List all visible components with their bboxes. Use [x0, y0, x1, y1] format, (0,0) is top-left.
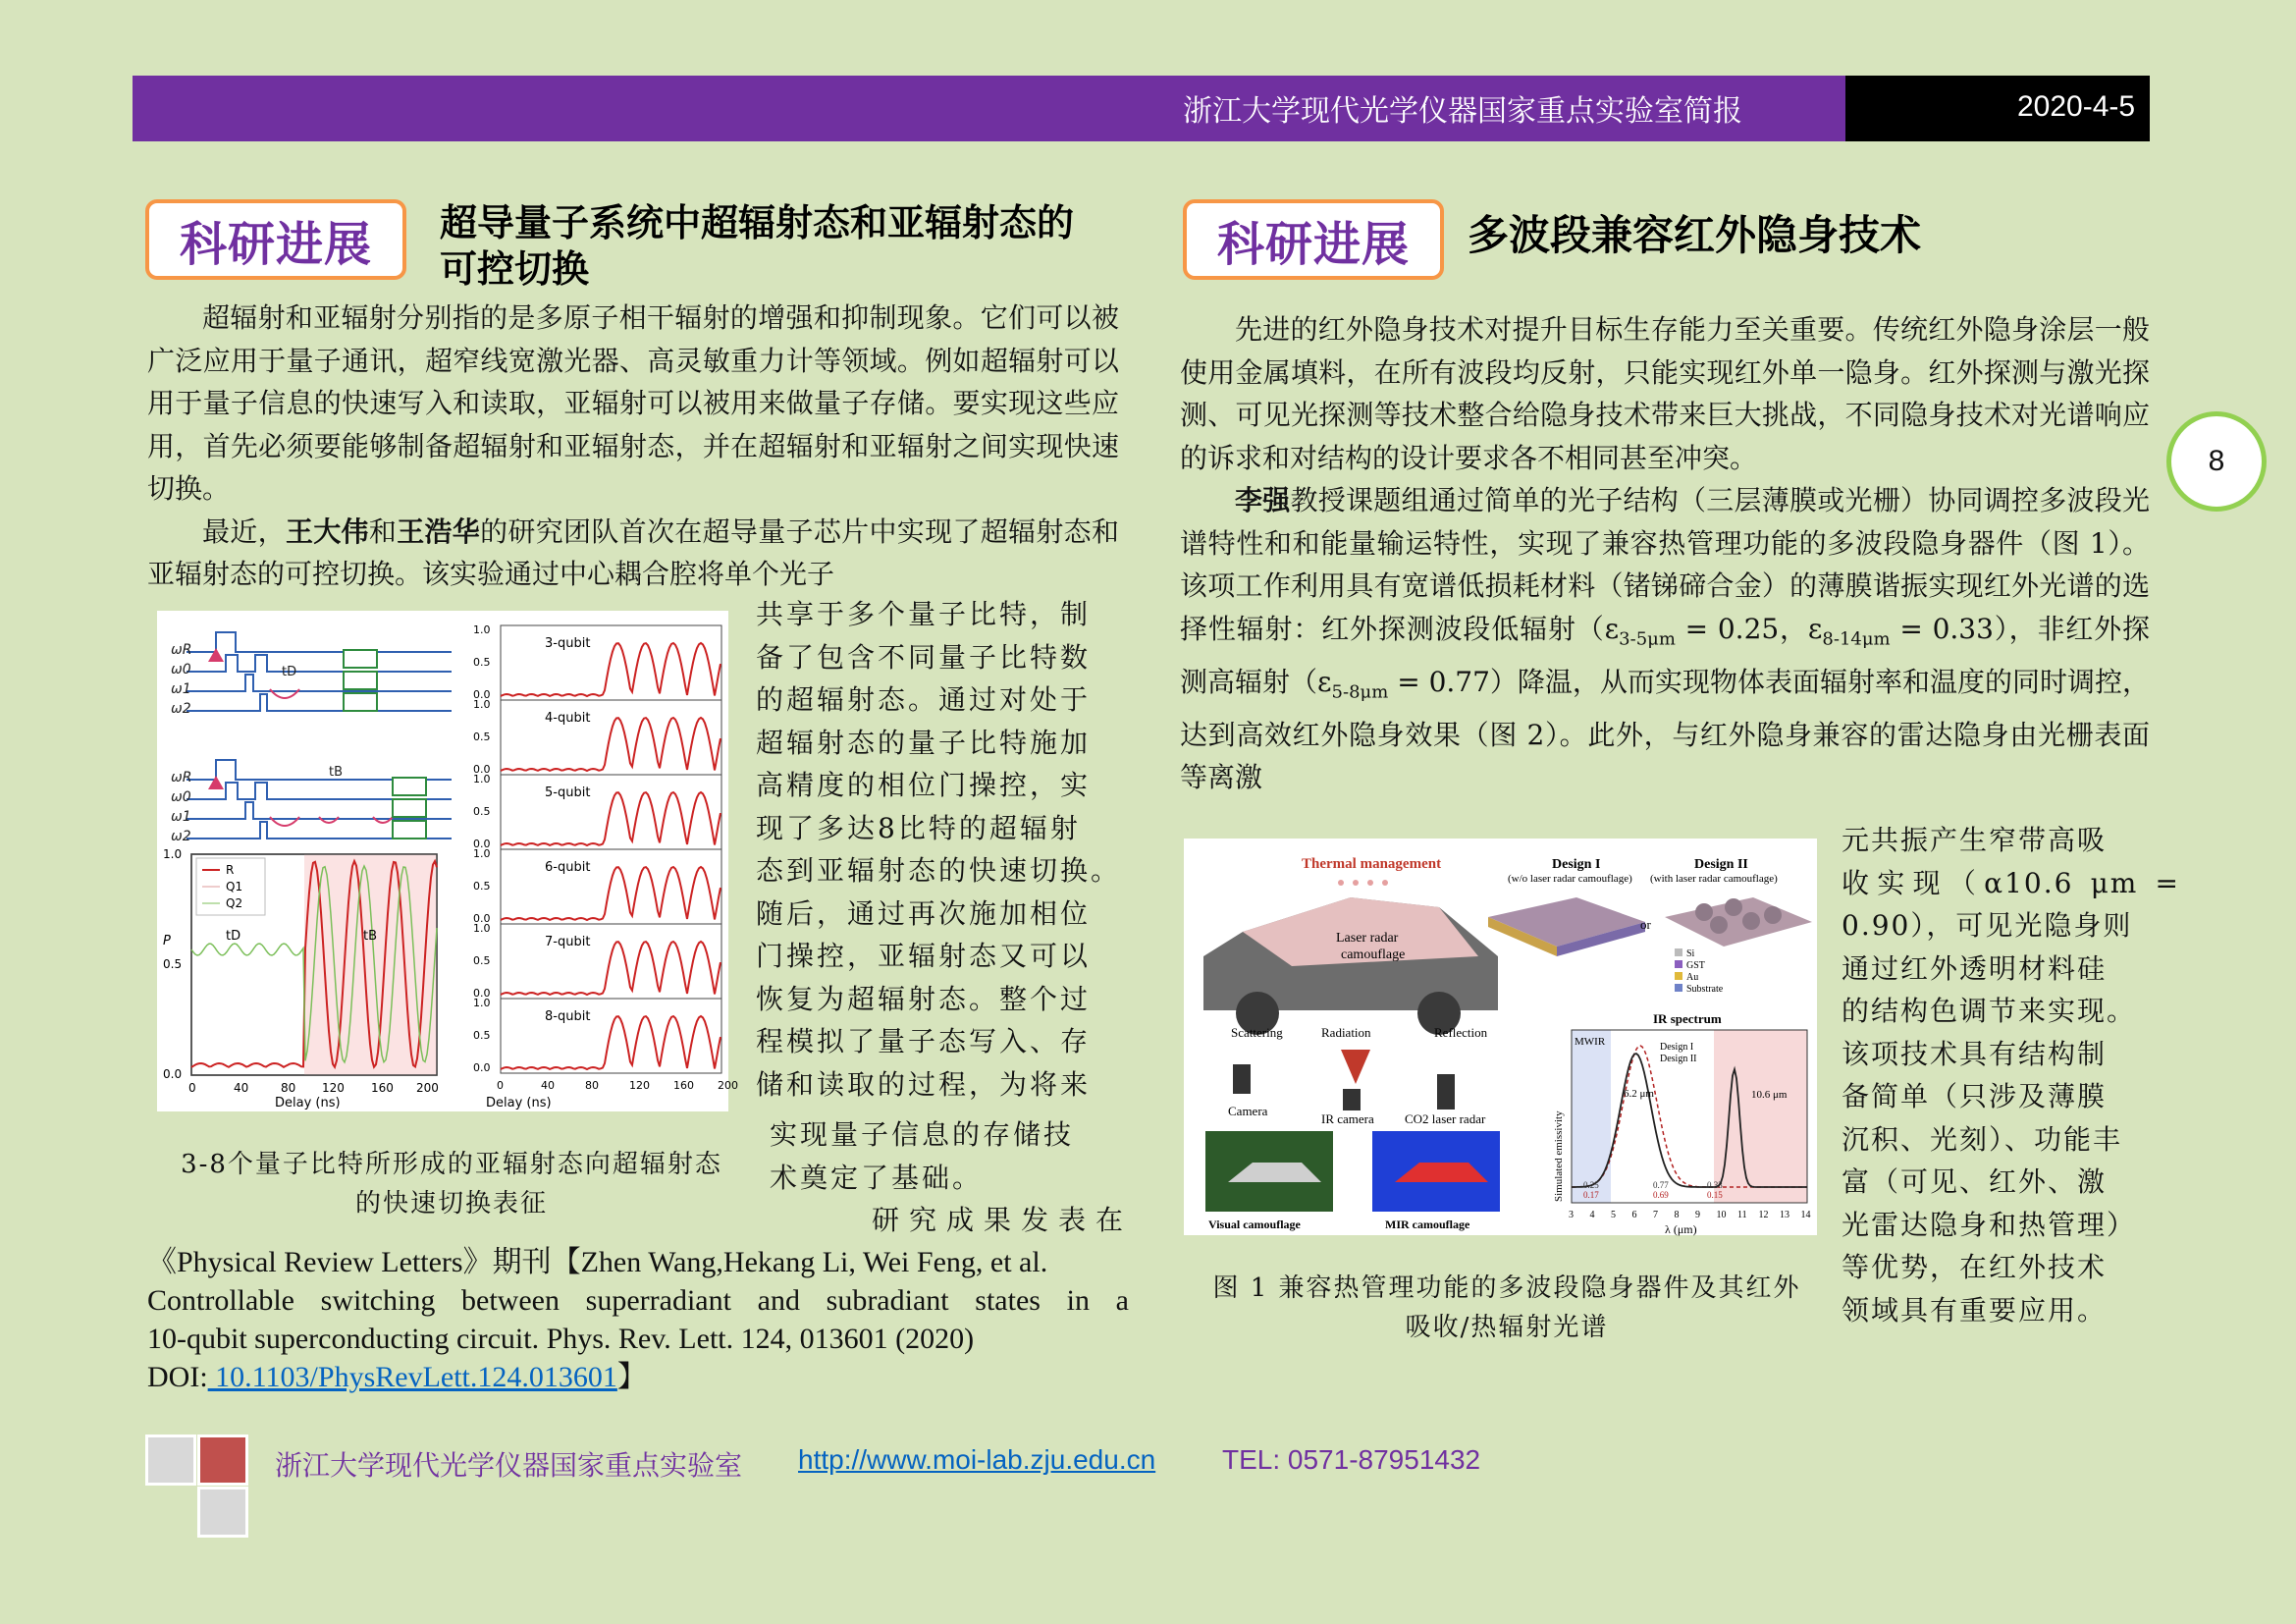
panel-label: 6-qubit [545, 860, 591, 875]
ref-line: Controllable switching between superradiant and subradiant states in a [147, 1284, 1129, 1317]
text-line: 超辐射态的量子比特施加 [756, 726, 1092, 759]
footer-tel: TEL: 0571-87951432 [1222, 1444, 1481, 1475]
paragraph [147, 511, 1119, 596]
y-tick: 1.0 [473, 773, 491, 785]
layer-label: Substrate [1686, 984, 1724, 995]
x-tick: 160 [371, 1081, 394, 1095]
text-line: 程模拟了量子态写入、存 [756, 1025, 1092, 1057]
badge-label: 科研进展 [179, 216, 372, 272]
fig-label: Visual camouflage [1208, 1218, 1301, 1231]
fig-label: Reflection [1434, 1025, 1488, 1040]
x-tick: 40 [541, 1079, 555, 1092]
right-article-body [1180, 308, 2150, 799]
pulse-label: ω2 [171, 701, 191, 717]
left-article-body [147, 297, 1119, 596]
layer-label: Si [1686, 948, 1695, 959]
text-line: 0.90），可见光隐身则 [1842, 909, 2133, 942]
y-tick: 0.5 [473, 954, 491, 967]
value-label: 0.69 [1653, 1190, 1669, 1200]
value-label: 0.33 [1707, 1180, 1723, 1190]
fig-label: Camera [1228, 1104, 1268, 1118]
y-tick: 0.0 [473, 763, 491, 776]
stealth-figure [1184, 839, 1817, 1235]
value-label: 0.15 [1707, 1190, 1723, 1200]
panel-label: 7-qubit [545, 935, 591, 949]
fig-label: (with laser radar camouflage) [1650, 873, 1778, 885]
pulse-label: ω1 [171, 681, 191, 697]
text-line: 共享于多个量子比特，制 [756, 598, 1092, 630]
text-line: 收实现（α10.6 μm = [1842, 866, 2180, 899]
doi-link[interactable]: 10.1103/PhysRevLett.124.013601 [207, 1361, 617, 1393]
text: 教授课题组通过简单的光子结构（三层薄膜或光栅）协同调控多波段光谱特性和和能量输运特性，实现了兼容热管理功能的多波段隐身器件（图 1）。该项工作利用具有宽谱低损耗材料（锗锑碲合金）的薄膜谐振实现红外光谱的选择性辐射：红外探测波段低辐射（ε [1180, 484, 2150, 645]
x-tick: 160 [673, 1079, 694, 1092]
footer-square [145, 1435, 196, 1486]
x-tick: 0 [188, 1081, 196, 1095]
subscript: 5-8μm [1331, 681, 1389, 703]
qubit-figure-svg [157, 611, 738, 1111]
text-line: 光雷达隐身和热管理） [1842, 1208, 2137, 1241]
text: = 0.77）降温，从而实现物体表面辐射率和温度的同时调控，达到高效红外隐身效果（图 2）。此外，与红外隐身兼容的雷达隐身由光栅表面等离激 [1180, 665, 2150, 794]
author-name: 王浩华 [397, 514, 481, 548]
x-axis-label: Delay (ns) [486, 1096, 552, 1110]
ir-spectrum-plot [1553, 1011, 1811, 1236]
text-line: 该项技术具有结构制 [1842, 1037, 2108, 1070]
article-title-right: 多波段兼容红外隐身技术 [1468, 211, 1922, 259]
value-label: 0.77 [1653, 1180, 1669, 1190]
x-tick: 4 [1589, 1210, 1595, 1220]
y-tick: 0.0 [473, 838, 491, 850]
y-axis-label: Simulated emissivity [1553, 1110, 1565, 1202]
footer-square [197, 1435, 248, 1486]
x-tick: 11 [1737, 1210, 1747, 1220]
pulse-label: ω0 [171, 789, 191, 805]
y-tick: 1.0 [163, 847, 183, 861]
peak-label: 6.2 μm [1624, 1088, 1654, 1100]
text-line: 的结构色调节来实现。 [1842, 995, 2137, 1027]
caption-line: 3-8个量子比特所形成的亚辐射态向超辐射态 [181, 1150, 722, 1179]
qubit-panels [473, 623, 738, 1092]
fig-label: Thermal management [1302, 856, 1442, 872]
tD-label: tD [282, 665, 297, 679]
title-line: 超导量子系统中超辐射态和亚辐射态的 [440, 201, 1075, 244]
fig-label: Laser radar [1336, 931, 1399, 946]
x-tick: 8 [1674, 1210, 1680, 1220]
y-tick: 0.5 [473, 1029, 491, 1042]
text-line: 的超辐射态。通过对处于 [756, 683, 1092, 716]
subscript: 3-5μm [1619, 628, 1676, 650]
x-tick: 14 [1800, 1210, 1811, 1220]
x-tick: 200 [416, 1081, 439, 1095]
plot-title: IR spectrum [1653, 1011, 1722, 1026]
x-axis-label: Delay (ns) [275, 1096, 341, 1110]
y-tick: 0.5 [473, 805, 491, 818]
y-tick: 0.0 [473, 1061, 491, 1074]
x-tick: 0 [497, 1079, 504, 1092]
x-tick: 200 [718, 1079, 738, 1092]
x-tick: 40 [234, 1081, 249, 1095]
right-figure-caption [1188, 1269, 1826, 1347]
text-line: 沉积、光刻）、功能丰 [1842, 1122, 2123, 1156]
x-tick: 13 [1780, 1210, 1789, 1220]
x-tick: 7 [1653, 1210, 1658, 1220]
right-side-text [1842, 819, 2180, 1331]
left-figure-caption [157, 1145, 746, 1223]
left-plot [163, 847, 439, 1110]
text-line: 等优势，在红外技术 [1842, 1251, 2108, 1283]
text-line: 恢复为超辐射态。整个过 [756, 982, 1092, 1015]
section-badge-right [1183, 199, 1444, 280]
caption-line: 图 1 兼容热管理功能的多波段隐身器件及其红外 [1212, 1273, 1801, 1303]
pulse-label: ω1 [171, 809, 191, 825]
fig-label: CO2 laser radar [1405, 1111, 1486, 1126]
text: = 0.33），非红外探测高辐射（ε [1180, 612, 2150, 698]
x-tick: 80 [585, 1079, 599, 1092]
text-line: 研究成果发表在 [871, 1204, 1133, 1236]
legend-entry: Q1 [226, 880, 243, 893]
text-line: 实现量子信息的存储技 [770, 1118, 1075, 1151]
y-tick: 1.0 [473, 997, 491, 1009]
header-date: 2020-4-5 [2017, 90, 2136, 123]
y-tick: 0.5 [473, 731, 491, 743]
text-line: 备简单（只涉及薄膜 [1842, 1080, 2108, 1112]
subscript: 8-14μm [1822, 628, 1891, 650]
header-title: 浙江大学现代光学仪器国家重点实验室简报 [1183, 94, 1742, 129]
tB-label: tB [329, 765, 344, 780]
x-tick: 9 [1695, 1210, 1700, 1220]
y-tick: 0.0 [473, 987, 491, 1000]
text: = 0.25，ε [1675, 612, 1823, 645]
fig-label: Radiation [1321, 1025, 1371, 1040]
y-tick: 0.0 [473, 912, 491, 925]
text-line: 富（可见、红外、激 [1842, 1165, 2108, 1198]
left-reference [147, 1243, 1129, 1396]
article-title-left [440, 200, 1074, 293]
tB-label: tB [363, 929, 378, 944]
fig-label: IR camera [1321, 1111, 1374, 1126]
value-label: 0.17 [1583, 1190, 1599, 1200]
layer-label: GST [1686, 960, 1705, 971]
fig-label: Design I [1552, 857, 1601, 872]
y-tick: 1.0 [473, 847, 491, 860]
fig-label: MIR camouflage [1385, 1218, 1470, 1231]
pulse-label: ωR [171, 642, 192, 658]
legend-entry: Q2 [226, 896, 243, 910]
legend-entry: Design II [1660, 1054, 1697, 1064]
value-label: 0.25 [1583, 1180, 1599, 1190]
text: 的研究团队首次在超导量子芯片中实现了超辐射态和亚辐射态的可控切换。该实验通过中心耦合腔将单个光子 [147, 514, 1119, 590]
y-tick: 1.0 [473, 922, 491, 935]
text: 和 [368, 514, 398, 548]
x-tick: 6 [1631, 1210, 1637, 1220]
badge-label: 科研进展 [1216, 216, 1410, 272]
ref-line [147, 1358, 1129, 1396]
left-side-text [756, 593, 1129, 1106]
y-axis-label: P [163, 934, 171, 948]
text-line: 态到亚辐射态的快速切换。 [756, 854, 1122, 887]
tD-label: tD [226, 929, 241, 944]
y-tick: 0.0 [473, 688, 491, 701]
text-line: 高精度的相位门操控，实 [756, 769, 1092, 801]
layer-label: Au [1686, 972, 1699, 983]
text-line: 领域具有重要应用。 [1842, 1293, 2108, 1326]
panel-label: 5-qubit [545, 785, 591, 800]
legend-entry: R [226, 863, 235, 877]
panel-label: 3-qubit [545, 636, 591, 651]
ref-close: 】 [616, 1361, 647, 1393]
text-line: 备了包含不同量子比特数 [756, 640, 1092, 674]
legend-entry: Design I [1660, 1042, 1694, 1053]
panel-label: 8-qubit [545, 1009, 591, 1024]
y-tick: 0.5 [163, 957, 183, 971]
x-tick: 5 [1611, 1210, 1616, 1220]
footer-org: 浙江大学现代光学仪器国家重点实验室 [275, 1449, 743, 1482]
text-line: 随后，通过再次施加相位 [756, 896, 1092, 930]
fig-label: camouflage [1341, 947, 1406, 962]
panel-label: 4-qubit [545, 711, 591, 726]
x-tick: 3 [1569, 1210, 1574, 1220]
footer-url-link[interactable]: http://www.moi-lab.zju.edu.cn [798, 1444, 1156, 1475]
paragraph: 先进的红外隐身技术对提升目标生存能力至关重要。传统红外隐身涂层一般使用金属填料，在所有波段均反射，只能实现红外单一隐身。红外探测与激光探测、可见光探测等技术整合给隐身技术带来巨大挑战，不同隐身技术对光谱响应的诉求和对结构的设计要求各不相同甚至冲突。 [1180, 313, 2150, 474]
stealth-figure-svg [1184, 839, 1817, 1235]
ref-line: 10-qubit superconducting circuit. Phys. Rev. Lett. 124, 013601 (2020) [147, 1323, 975, 1355]
author-name: 李强 [1235, 484, 1291, 516]
pulse-label: ωR [171, 770, 192, 785]
page-number: 8 [2166, 411, 2267, 512]
text-line: 门操控，亚辐射态又可以 [756, 940, 1092, 972]
section-badge-left [145, 199, 406, 280]
paragraph [1180, 479, 2150, 799]
caption-line: 的快速切换表征 [354, 1189, 548, 1218]
text-line: 现了多达8比特的超辐射 [756, 811, 1081, 844]
text-line: 储和读取的过程，为将来 [756, 1067, 1092, 1101]
band-label: MWIR [1575, 1036, 1606, 1048]
peak-label: 10.6 μm [1751, 1089, 1788, 1101]
x-tick: 80 [281, 1081, 296, 1095]
text: 最近， [202, 514, 286, 548]
y-tick: 0.0 [163, 1067, 183, 1081]
author-name: 王大伟 [285, 514, 369, 548]
x-tick: 12 [1758, 1210, 1769, 1220]
y-tick: 1.0 [473, 698, 491, 711]
fig-label: Design II [1694, 857, 1748, 872]
fig-label: Scattering [1231, 1025, 1283, 1040]
text-line: 元共振产生窄带高吸 [1842, 824, 2108, 856]
caption-line: 吸收/热辐射光谱 [1405, 1313, 1609, 1342]
left-after-figure-text [770, 1113, 1133, 1242]
paragraph: 超辐射和亚辐射分别指的是多原子相干辐射的增强和抑制现象。它们可以被广泛应用于量子通讯，超窄线宽激光器、高灵敏重力计等领域。例如超辐射可以用于量子信息的快速写入和读取，亚辐射可以被用来做量子存储。要实现这些应用，首先必须要能够制备超辐射和亚辐射态，并在超辐射和亚辐射之间实现快速切换。 [147, 301, 1119, 505]
pulse-label: ω0 [171, 662, 191, 677]
x-axis-label: λ (μm) [1665, 1222, 1697, 1236]
text-line: 通过红外透明材料硅 [1842, 951, 2108, 985]
x-tick: 120 [629, 1079, 650, 1092]
ref-line: 《Physical Review Letters》期刊【Zhen Wang,Hekang Li, Wei Feng, et al. [147, 1246, 1048, 1278]
footer-square [197, 1487, 248, 1538]
pulse-label: ω2 [171, 829, 191, 844]
doi-label: DOI: [147, 1361, 208, 1393]
x-tick: 120 [322, 1081, 345, 1095]
y-tick: 1.0 [473, 623, 491, 636]
x-tick: 10 [1716, 1210, 1727, 1220]
title-line: 可控切换 [440, 247, 590, 291]
y-tick: 0.5 [473, 656, 491, 669]
y-tick: 0.5 [473, 880, 491, 893]
qubit-figure [157, 611, 738, 1111]
fig-label: (w/o laser radar camouflage) [1508, 873, 1632, 885]
fig-label: or [1640, 917, 1651, 932]
text-line: 术奠定了基础。 [770, 1161, 984, 1194]
